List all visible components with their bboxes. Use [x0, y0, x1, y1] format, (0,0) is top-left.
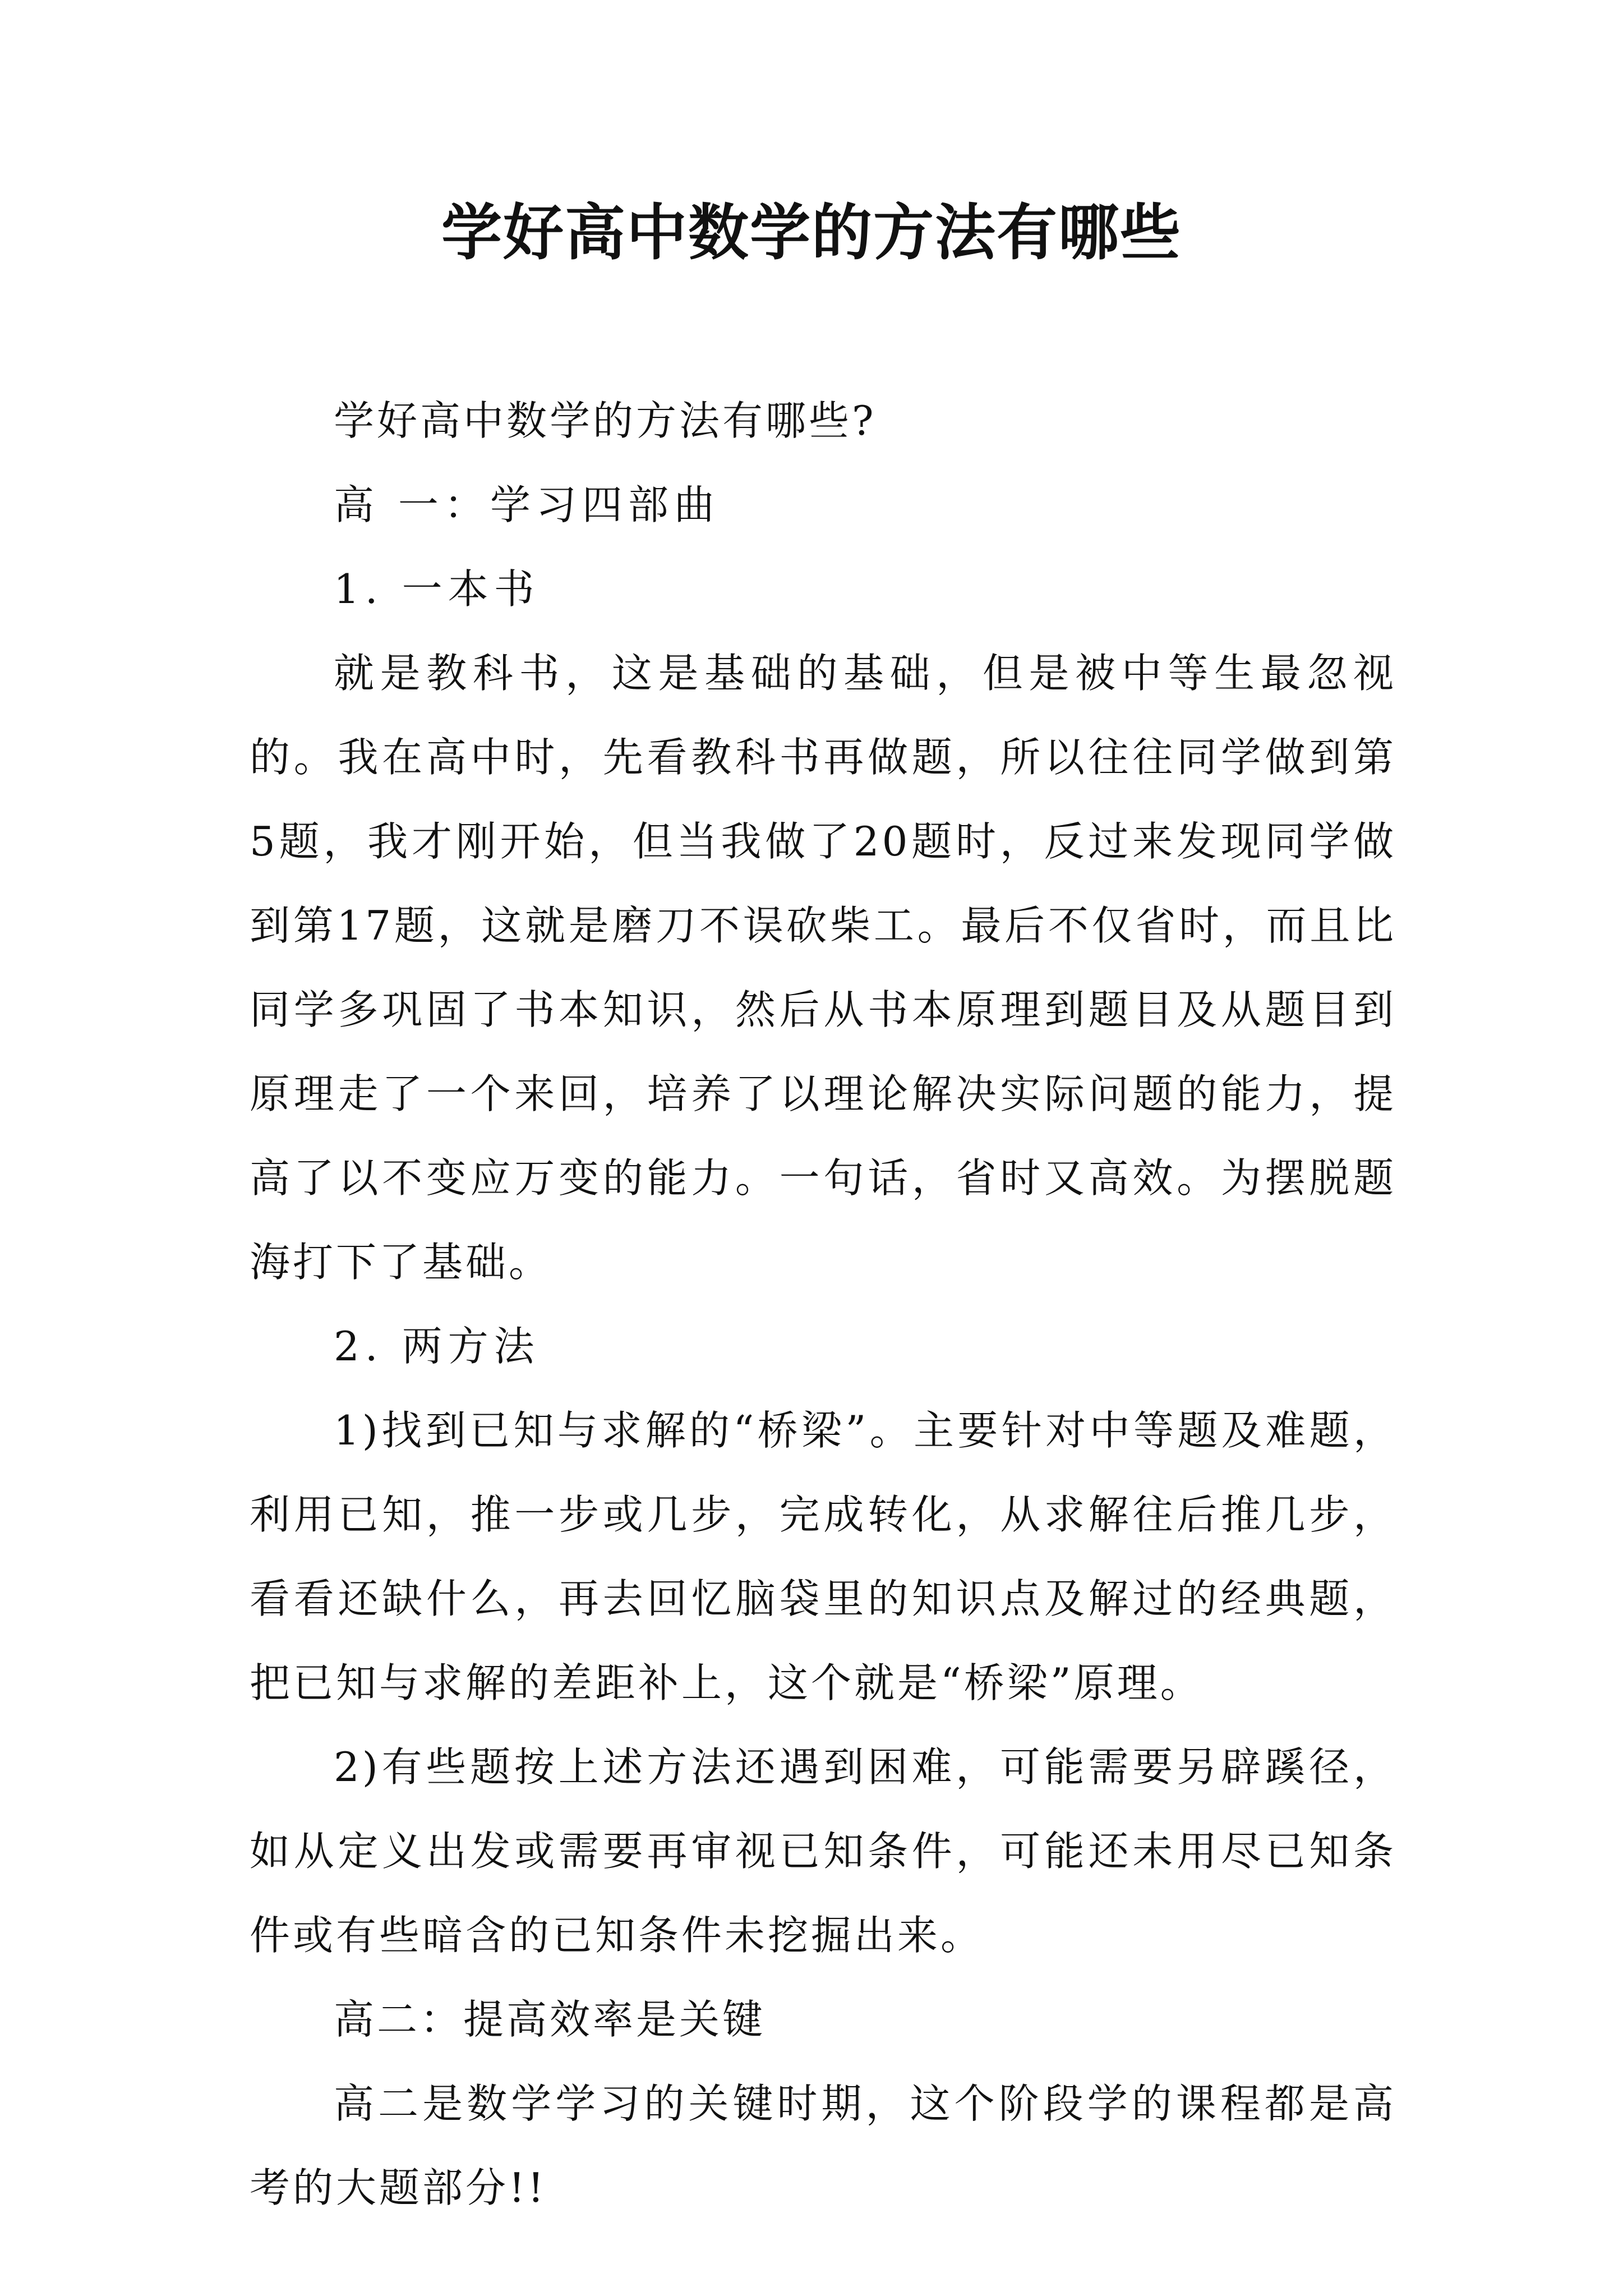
paragraph-textbook: 就是教科书，这是基础的基础，但是被中等生最忽视的。我在高中时，先看教科书再做题，所以往往同学做到第5题，我才刚开始，但当我做了20题时，反过来发现同学做到第17题，这就是磨刀不误砍柴工。最后不仅省时，而且比同学多巩固了书本知识，然后从书本原理到题目及从题目到原理走了一个来回，培养了以理论解决实际问题的能力，提高了以不变应万变的能力。一句话，省时又高效。为摆脱题海打下了基础。 — [250, 650, 1396, 1286]
document-title: 学好高中数学的方法有哪些 — [441, 197, 1182, 268]
paragraph-grade-two: 高二是数学学习的关键时期，这个阶段学的课程都是高考的大题部分!! — [250, 2080, 1396, 2211]
intro-question: 学好高中数学的方法有哪些? — [334, 397, 877, 444]
section-heading-grade-one: 高 一：学习四部曲 — [334, 481, 720, 528]
document-body — [250, 379, 1396, 2230]
section-heading-grade-two: 高二：提高效率是关键 — [334, 1996, 766, 2043]
subsection-heading-one-book: 1. 一本书 — [334, 565, 540, 613]
paragraph-method-one: 1)找到已知与求解的“桥梁”。主要针对中等题及难题，利用已知，推一步或几步，完成转化，从求解往后推几步，看看还缺什么，再去回忆脑袋里的知识点及解过的经典题，把已知与求解的差距补上，这个就是“桥梁”原理。 — [250, 1407, 1396, 1706]
subsection-heading-two-methods: 2. 两方法 — [334, 1323, 540, 1370]
paragraph-method-two: 2)有些题按上述方法还遇到困难，可能需要另辟蹊径，如从定义出发或需要再审视已知条件，可能还未用尽已知条件或有些暗含的已知条件未挖掘出来。 — [250, 1743, 1396, 1959]
